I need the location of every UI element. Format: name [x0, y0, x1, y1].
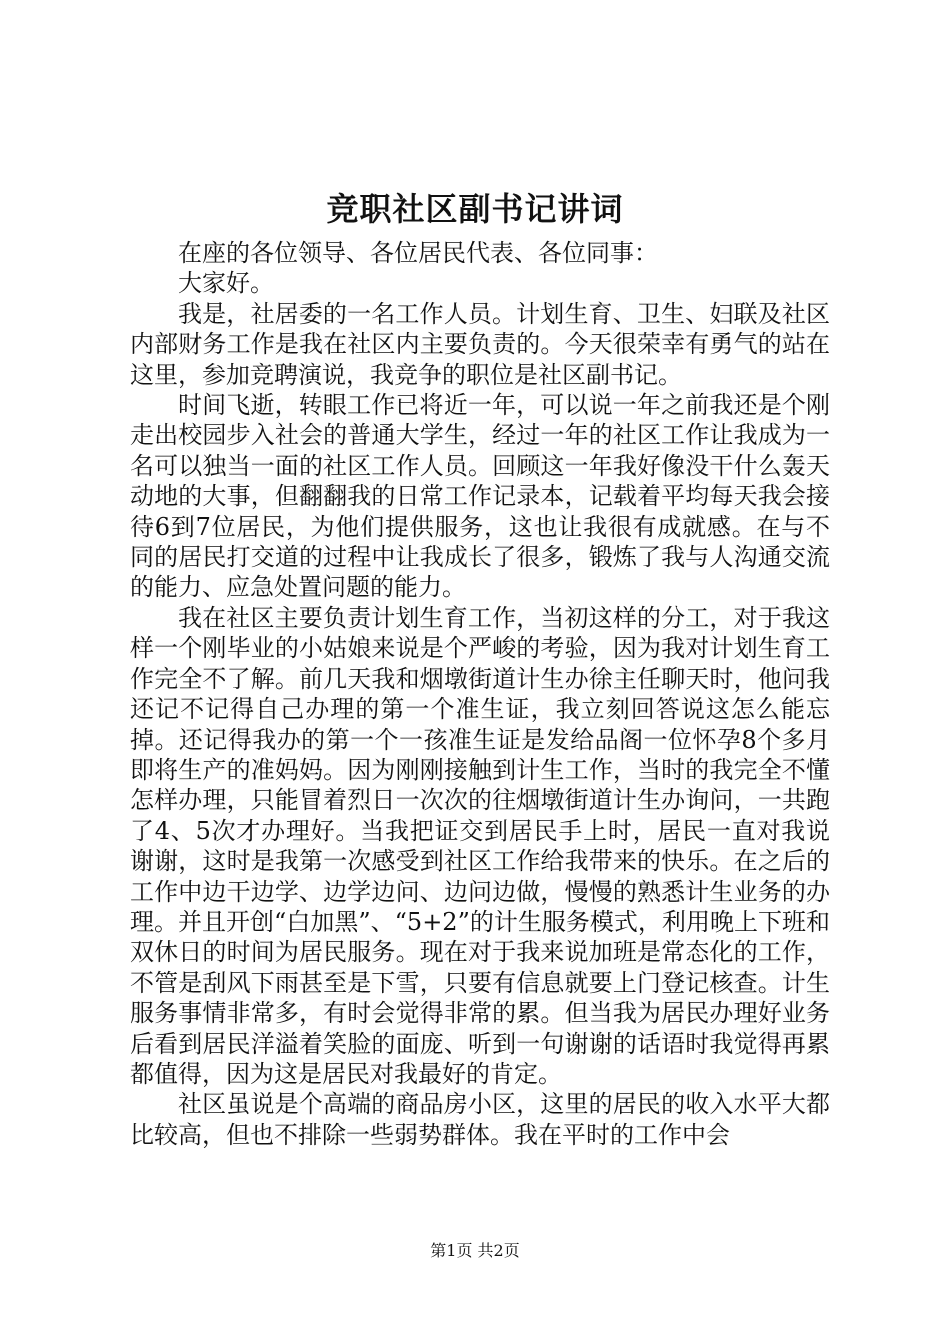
page-number: 第1页 共2页	[430, 1241, 520, 1260]
document-title: 竞职社区副书记讲词	[326, 190, 624, 228]
document-body	[130, 238, 830, 1150]
paragraph-community-residents: 社区虽说是个高端的商品房小区，这里的居民的收入水平大都比较高，但也不排除一些弱势群体。我在平时的工作中会	[130, 1090, 830, 1149]
paragraph-year-review: 时间飞逝，转眼工作已将近一年，可以说一年之前我还是个刚走出校园步入社会的普通大学生，经过一年的社区工作让我成为一名可以独当一面的社区工作人员。回顾这一年我好像没干什么轰天动地的大事，但翻翻我的日常工作记录本，记载着平均每天我会接待6到7位居民，为他们提供服务，这也让我很有成就感。在与不同的居民打交道的过程中让我成长了很多，锻炼了我与人沟通交流的能力、应急处置问题的能力。	[130, 391, 830, 602]
paragraph-family-planning-work: 我在社区主要负责计划生育工作，当初这样的分工，对于我这样一个刚毕业的小姑娘来说是个严峻的考验，因为我对计划生育工作完全不了解。前几天我和烟墩街道计生办徐主任聊天时，他问我还记不记得自己办理的第一个准生证，我立刻回答说这怎么能忘掉。还记得我办的第一个一孩准生证是发给品阁一位怀孕8个多月即将生产的准妈妈。因为刚刚接触到计生工作，当时的我完全不懂怎样办理，只能冒着烈日一次次的往烟墩街道计生办询问，一共跑了4、5次才办理好。当我把证交到居民手上时，居民一直对我说谢谢，这时是我第一次感受到社区工作给我带来的快乐。在之后的工作中边干边学、边学边问、边问边做，慢慢的熟悉计生业务的办理。并且开创“白加黑”、“5+2”的计生服务模式，利用晚上下班和双休日的时间为居民服务。现在对于我来说加班是常态化的工作，不管是刮风下雨甚至是下雪，只要有信息就要上门登记核查。计生服务事情非常多，有时会觉得非常的累。但当我为居民办理好业务后看到居民洋溢着笑脸的面庞、听到一句谢谢的话语时我觉得再累都值得，因为这是居民对我最好的肯定。	[130, 603, 830, 1088]
paragraph-greeting: 在座的各位领导、各位居民代表、各位同事：	[178, 239, 658, 267]
paragraph-hello: 大家好。	[178, 269, 274, 298]
paragraph-introduction: 我是，社居委的一名工作人员。计划生育、卫生、妇联及社区内部财务工作是我在社区内主要负责的。今天很荣幸有勇气的站在这里，参加竞聘演说，我竞争的职位是社区副书记。	[130, 299, 830, 389]
